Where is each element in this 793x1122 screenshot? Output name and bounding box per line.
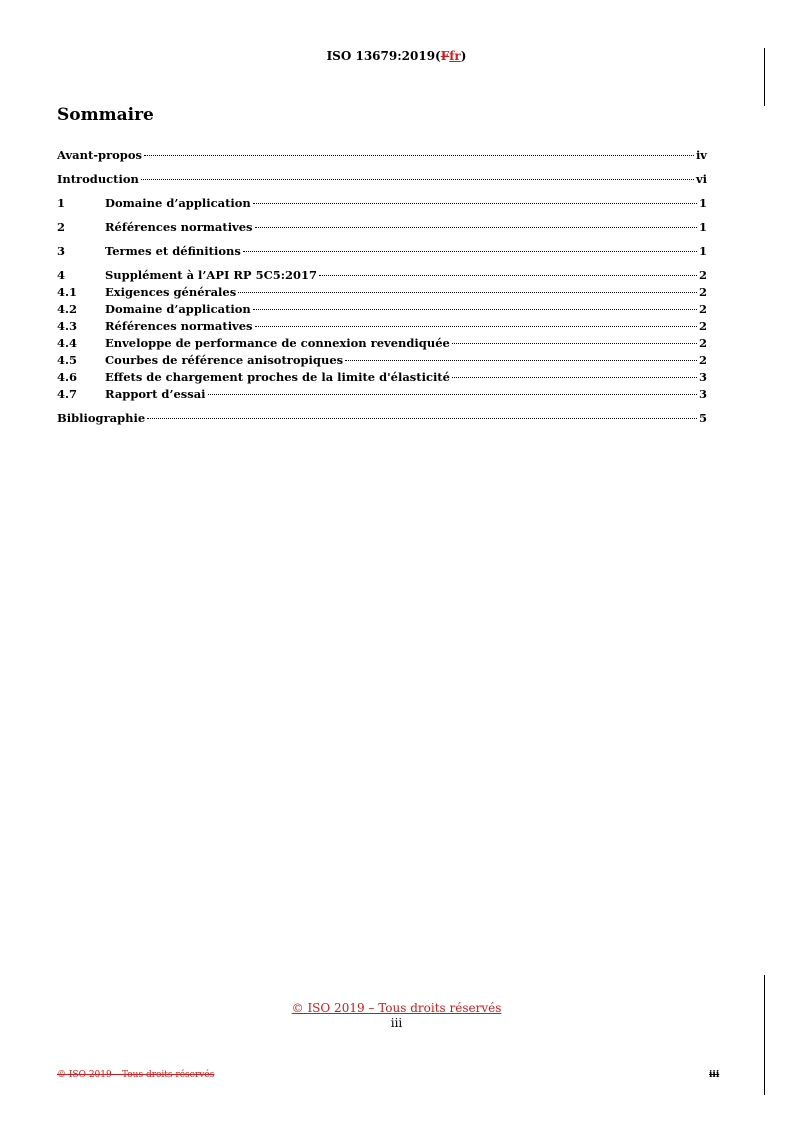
toc-entry-page: 3 bbox=[698, 387, 707, 401]
toc-entry-label[interactable]: Domaine d’application bbox=[105, 196, 251, 210]
toc-entry-label[interactable]: Supplément à l’API RP 5C5:2017 bbox=[105, 268, 317, 282]
toc-dot-leader bbox=[319, 275, 697, 276]
toc-dot-leader bbox=[253, 309, 697, 310]
toc-entry-label[interactable]: Avant-propos bbox=[57, 148, 142, 162]
header-inserted-lang: fr bbox=[449, 49, 461, 63]
toc-entry-page: 2 bbox=[698, 302, 707, 316]
footer-page-number: iii bbox=[390, 1016, 403, 1030]
toc-entry-page: 2 bbox=[698, 268, 707, 282]
toc-entry-page: vi bbox=[695, 172, 707, 186]
toc-entry[interactable] bbox=[57, 369, 707, 386]
header-deleted-lang: F bbox=[440, 49, 450, 63]
table-of-contents bbox=[57, 147, 707, 427]
toc-dot-leader bbox=[452, 377, 697, 378]
toc-entry-page: 1 bbox=[698, 220, 707, 234]
toc-entry-number: 4.6 bbox=[57, 370, 78, 384]
toc-entry-number: 4.3 bbox=[57, 319, 78, 333]
toc-dot-leader bbox=[255, 326, 697, 327]
toc-entry-label[interactable]: Domaine d’application bbox=[105, 302, 251, 316]
toc-dot-leader bbox=[147, 418, 697, 419]
toc-entry-number: 4.2 bbox=[57, 302, 78, 316]
toc-entry[interactable] bbox=[57, 243, 707, 260]
toc-entry-label[interactable]: Effets de chargement proches de la limite d'élasticité bbox=[105, 370, 450, 384]
toc-entry[interactable] bbox=[57, 267, 707, 284]
toc-entry[interactable] bbox=[57, 284, 707, 301]
footer-deleted-page-number: iii bbox=[709, 1070, 720, 1080]
toc-entry-page: 2 bbox=[698, 285, 707, 299]
toc-entry-page: 2 bbox=[698, 319, 707, 333]
toc-entry-page: 1 bbox=[698, 244, 707, 258]
toc-dot-leader bbox=[238, 292, 697, 293]
toc-entry-number: 4.4 bbox=[57, 336, 78, 350]
toc-entry-page: iv bbox=[695, 148, 707, 162]
header-standard: ISO 13679:2019( bbox=[326, 49, 441, 63]
page-title: Sommaire bbox=[57, 105, 154, 125]
toc-entry[interactable] bbox=[57, 301, 707, 318]
toc-entry[interactable] bbox=[57, 195, 707, 212]
toc-dot-leader bbox=[452, 343, 697, 344]
toc-dot-leader bbox=[253, 203, 697, 204]
toc-entry[interactable] bbox=[57, 386, 707, 403]
toc-entry[interactable] bbox=[57, 335, 707, 352]
toc-entry-label[interactable]: Exigences générales bbox=[105, 285, 237, 299]
toc-entry[interactable] bbox=[57, 219, 707, 236]
toc-dot-leader bbox=[208, 394, 697, 395]
toc-entry[interactable] bbox=[57, 318, 707, 335]
toc-dot-leader bbox=[141, 179, 694, 180]
toc-entry-label[interactable]: Références normatives bbox=[105, 319, 253, 333]
toc-entry[interactable] bbox=[57, 147, 707, 164]
toc-entry[interactable] bbox=[57, 410, 707, 427]
header-close: ) bbox=[460, 49, 467, 63]
toc-entry-page: 1 bbox=[698, 196, 707, 210]
footer-deleted-copyright: © ISO 2019 – Tous droits réservés bbox=[57, 1070, 215, 1080]
footer-copyright: © ISO 2019 – Tous droits réservés bbox=[291, 1001, 502, 1015]
toc-entry[interactable] bbox=[57, 171, 707, 188]
toc-entry-number: 4.5 bbox=[57, 353, 78, 367]
toc-entry-number: 2 bbox=[57, 220, 66, 234]
toc-entry-page: 2 bbox=[698, 336, 707, 350]
toc-entry-number: 4.1 bbox=[57, 285, 78, 299]
toc-entry-page: 3 bbox=[698, 370, 707, 384]
document-header bbox=[0, 49, 793, 63]
toc-entry-label[interactable]: Courbes de référence anisotropiques bbox=[105, 353, 344, 367]
toc-entry-label[interactable]: Enveloppe de performance de connexion revendiquée bbox=[105, 336, 450, 350]
toc-entry[interactable] bbox=[57, 352, 707, 369]
toc-dot-leader bbox=[144, 155, 694, 156]
toc-entry-number: 1 bbox=[57, 196, 66, 210]
toc-entry-label[interactable]: Termes et définitions bbox=[105, 244, 241, 258]
toc-entry-number: 4.7 bbox=[57, 387, 78, 401]
toc-entry-page: 5 bbox=[698, 411, 707, 425]
toc-entry-label[interactable]: Introduction bbox=[57, 172, 139, 186]
toc-dot-leader bbox=[255, 227, 697, 228]
change-bar-top bbox=[764, 48, 765, 106]
toc-entry-page: 2 bbox=[698, 353, 707, 367]
toc-entry-label[interactable]: Références normatives bbox=[105, 220, 253, 234]
toc-entry-label[interactable]: Rapport d’essai bbox=[105, 387, 206, 401]
toc-entry-number: 4 bbox=[57, 268, 66, 282]
toc-dot-leader bbox=[345, 360, 697, 361]
change-bar-bottom bbox=[764, 975, 765, 1095]
toc-entry-label[interactable]: Bibliographie bbox=[57, 411, 146, 425]
toc-entry-number: 3 bbox=[57, 244, 66, 258]
toc-dot-leader bbox=[243, 251, 697, 252]
